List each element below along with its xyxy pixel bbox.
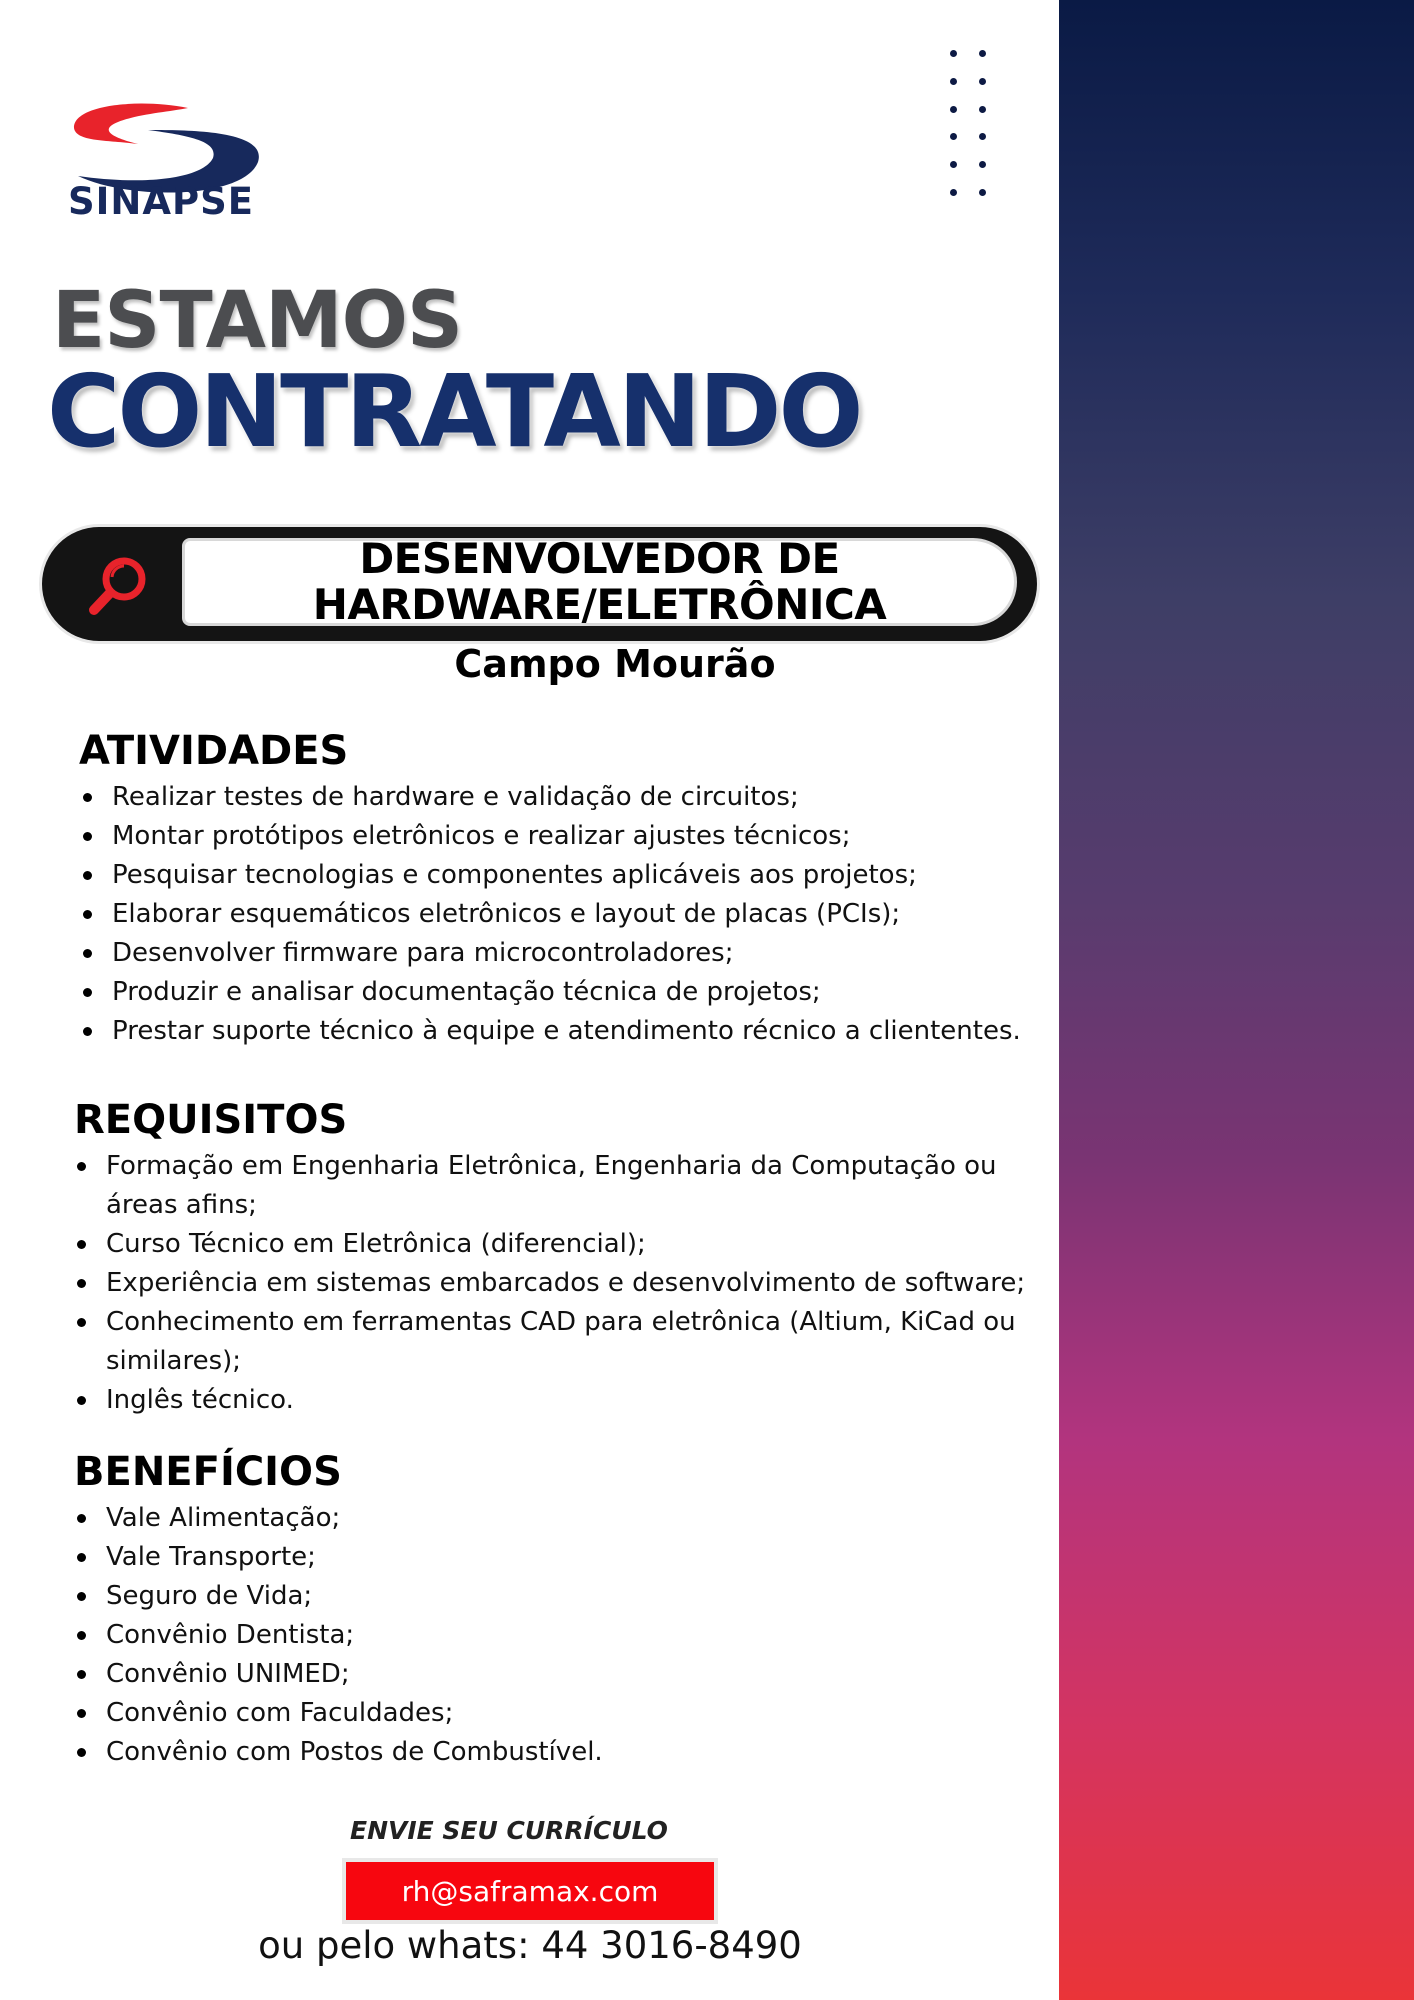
- headline-contratando: CONTRATANDO: [47, 353, 861, 470]
- job-title: [182, 534, 1017, 629]
- whatsapp-contact: ou pelo whats: 44 3016-8490: [258, 1924, 802, 1967]
- list-item: Convênio com Postos de Combustível.: [73, 1733, 973, 1772]
- requisitos-list: [73, 1147, 1043, 1420]
- send-cv-label: ENVIE SEU CURRÍCULO: [350, 1816, 668, 1845]
- headline-estamos: ESTAMOS: [52, 276, 463, 366]
- list-item: Vale Alimentação;: [73, 1499, 973, 1538]
- list-item: Seguro de Vida;: [73, 1577, 973, 1616]
- decorative-dots: [950, 50, 995, 200]
- brand-name: SINAPSE: [68, 180, 255, 223]
- list-item: Convênio Dentista;: [73, 1616, 973, 1655]
- search-icon: [86, 553, 152, 619]
- list-item: Desenvolver firmware para microcontroladores;: [79, 934, 1054, 973]
- list-item: Inglês técnico.: [73, 1381, 1043, 1420]
- list-item: Curso Técnico em Eletrônica (diferencial);: [73, 1225, 1043, 1264]
- list-item: Elaborar esquemáticos eletrônicos e layout de placas (PCIs);: [79, 895, 1054, 934]
- job-title-bar: [42, 527, 1037, 641]
- atividades-list: [79, 778, 1054, 1051]
- list-item: Formação em Engenharia Eletrônica, Engenharia da Computação ou áreas afins;: [73, 1147, 1043, 1225]
- list-item: Montar protótipos eletrônicos e realizar ajustes técnicos;: [79, 817, 1054, 856]
- list-item: Realizar testes de hardware e validação de circuitos;: [79, 778, 1054, 817]
- list-item: Experiência em sistemas embarcados e desenvolvimento de software;: [73, 1264, 1043, 1303]
- list-item: Vale Transporte;: [73, 1538, 973, 1577]
- beneficios-list: [73, 1499, 973, 1772]
- job-title-line-1: DESENVOLVEDOR DE: [359, 534, 840, 583]
- list-item: Convênio UNIMED;: [73, 1655, 973, 1694]
- list-item: Pesquisar tecnologias e componentes aplicáveis aos projetos;: [79, 856, 1054, 895]
- list-item: Convênio com Faculdades;: [73, 1694, 973, 1733]
- job-location: Campo Mourão: [454, 642, 776, 686]
- list-item: Conhecimento em ferramentas CAD para eletrônica (Altium, KiCad ou similares);: [73, 1303, 1043, 1381]
- decorative-gradient-band: [1059, 0, 1414, 2000]
- section-title-requisitos: REQUISITOS: [74, 1097, 348, 1143]
- section-title-atividades: ATIVIDADES: [79, 728, 349, 774]
- list-item: Prestar suporte técnico à equipe e atendimento récnico a cliententes.: [79, 1012, 1054, 1051]
- email-button[interactable]: rh@saframax.com: [342, 1858, 718, 1924]
- list-item: Produzir e analisar documentação técnica de projetos;: [79, 973, 1054, 1012]
- job-title-line-2: HARDWARE/ELETRÔNICA: [312, 580, 887, 629]
- section-title-beneficios: BENEFÍCIOS: [74, 1449, 342, 1495]
